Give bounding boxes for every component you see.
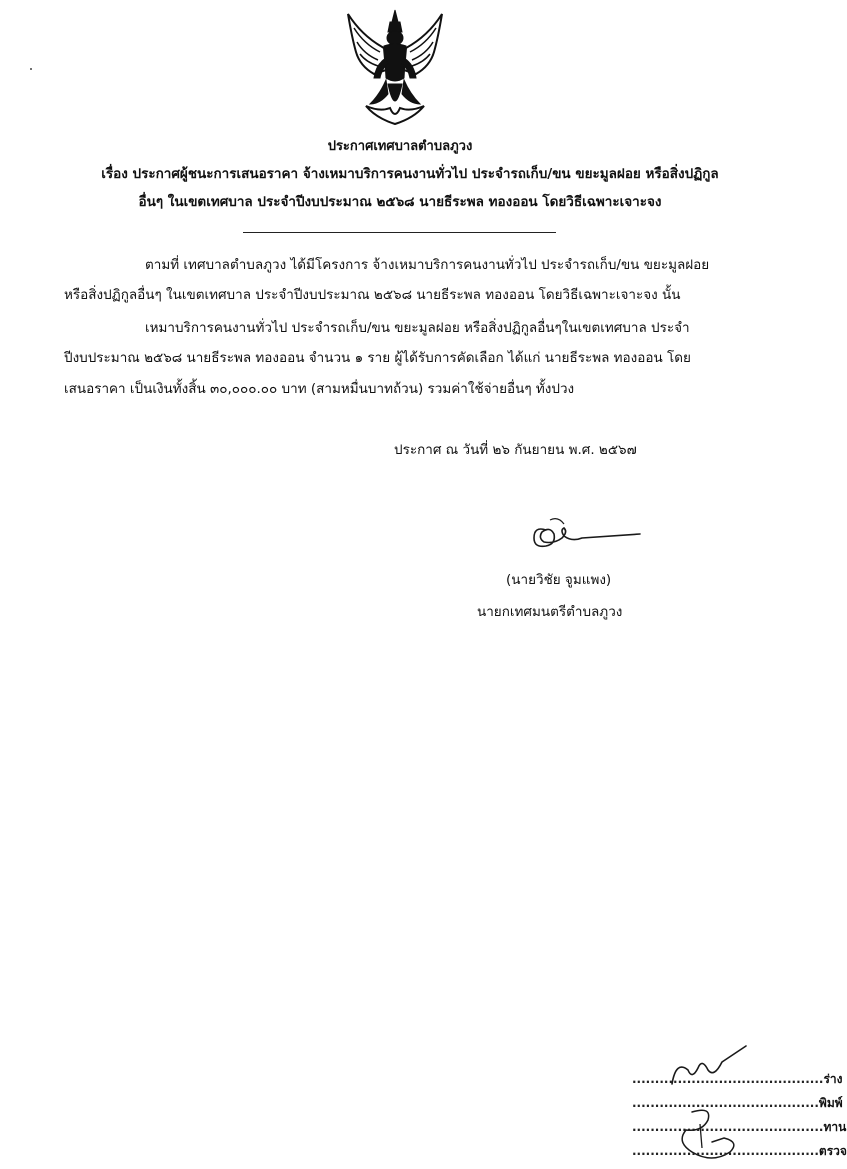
signature-icon bbox=[520, 508, 650, 558]
approval-item-proofread bbox=[632, 1118, 846, 1137]
subject-line-2: อื่นๆ ในเขตเทศบาล ประจำปีงบประมาณ ๒๕๖๘ นายธีระพล ทองออน โดยวิธีเฉพาะเจาะจง bbox=[138, 194, 662, 210]
approval-dots: ......................................... bbox=[632, 1144, 819, 1158]
approval-dots: .......................................... bbox=[632, 1072, 824, 1086]
issuer-title: ประกาศเทศบาลตำบลภูวง bbox=[327, 139, 473, 154]
signatory-name: (นายวิชัย จูมแพง) bbox=[506, 572, 612, 588]
approval-item-draft bbox=[632, 1070, 843, 1089]
body-line-3: เหมาบริการคนงานทั่วไป ประจำรถเก็บ/ขน ขยะมูลฝอย หรือสิ่งปฏิกูลอื่นๆในเขตเทศบาล ประจำ bbox=[145, 320, 690, 336]
scan-speck bbox=[30, 68, 32, 70]
body-line-1: ตามที่ เทศบาลตำบลภูวง ได้มีโครงการ จ้างเหมาบริการคนงานทั่วไป ประจำรถเก็บ/ขน ขยะมูลฝอย bbox=[145, 257, 710, 273]
announcement-date: ประกาศ ณ วันที่ ๒๖ กันยายน พ.ศ. ๒๕๖๗ bbox=[394, 442, 637, 458]
approval-label: ร่าง bbox=[823, 1072, 843, 1086]
approval-label: พิมพ์ bbox=[818, 1096, 843, 1110]
approval-label: ตรวจ bbox=[818, 1144, 847, 1158]
approval-block bbox=[632, 1040, 847, 1169]
separator-line bbox=[243, 232, 556, 233]
approval-dots: .......................................... bbox=[632, 1120, 824, 1134]
body-line-5: เสนอราคา เป็นเงินทั้งสิ้น ๓๐,๐๐๐.๐๐ บาท (สามหมื่นบาทถ้วน) รวมค่าใช้จ่ายอื่นๆ ทั้งปวง bbox=[64, 381, 575, 397]
body-line-2: หรือสิ่งปฏิกูลอื่นๆ ในเขตเทศบาล ประจำปีงบประมาณ ๒๕๖๘ นายธีระพล ทองออน โดยวิธีเฉพาะเจาะจง นั้น bbox=[64, 287, 681, 303]
approval-label: ทาน bbox=[823, 1120, 847, 1134]
subject-line-1: เรื่อง ประกาศผู้ชนะการเสนอราคา จ้างเหมาบริการคนงานทั่วไป ประจำรถเก็บ/ขน ขยะมูลฝอย หรือสิ่งปฏิกูล bbox=[101, 166, 719, 182]
body-line-4: ปีงบประมาณ ๒๕๖๘ นายธีระพล ทองออน จำนวน ๑ ราย ผู้ได้รับการคัดเลือก ได้แก่ นายธีระพล ทองออน โดย bbox=[64, 350, 691, 366]
approval-dots: ......................................... bbox=[632, 1096, 819, 1110]
garuda-emblem-icon bbox=[340, 8, 450, 126]
approval-item-checked bbox=[632, 1142, 847, 1161]
signatory-position: นายกเทศมนตรีตำบลภูวง bbox=[477, 604, 623, 620]
approval-item-typed bbox=[632, 1094, 843, 1113]
